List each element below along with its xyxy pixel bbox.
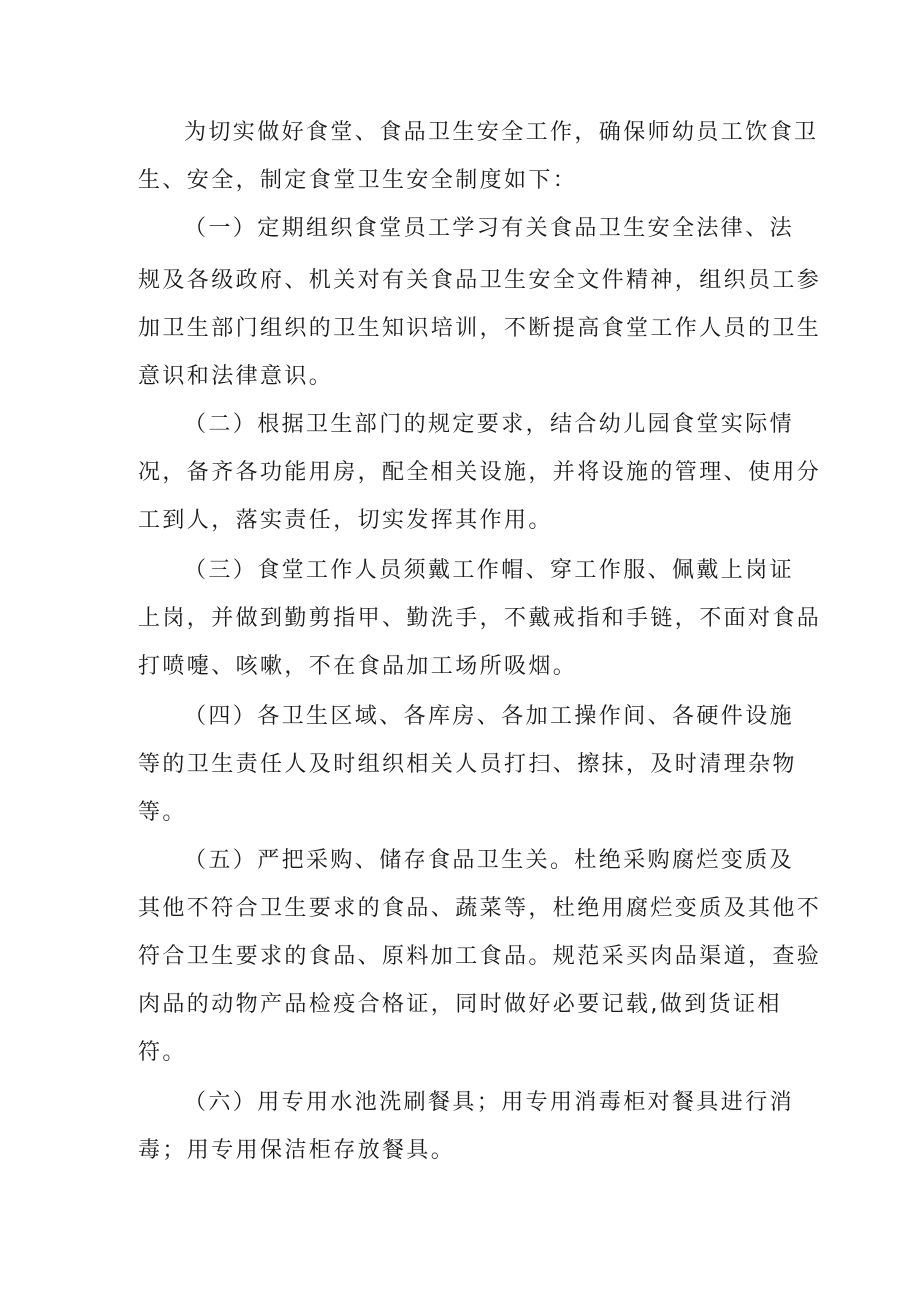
paragraph-line: （一）定期组织食堂员工学习有关食品卫生安全法律、法	[184, 216, 795, 241]
paragraph-line: 生、安全，制定食堂卫生安全制度如下：	[138, 168, 578, 193]
paragraph-line: （三）食堂工作人员须戴工作帽、穿工作服、佩戴上岗证	[184, 558, 795, 583]
paragraph-line: （四）各卫生区域、各库房、各加工操作间、各硬件设施	[184, 704, 795, 729]
paragraph-line: 意识和法律意识。	[138, 364, 334, 389]
paragraph-line: 其他不符合卫生要求的食品、蔬菜等，杜绝用腐烂变质及其他不	[138, 896, 822, 921]
paragraph-line: 毒；用专用保洁柜存放餐具。	[138, 1138, 456, 1163]
paragraph-line: 符。	[138, 1040, 187, 1065]
paragraph-line: 符合卫生要求的食品、原料加工食品。规范采买肉品渠道，查验	[138, 944, 822, 969]
paragraph-line: 肉品的动物产品检疫合格证，同时做好必要记载,做到货证相	[138, 992, 782, 1017]
paragraph-line: （六）用专用水池洗刷餐具；用专用消毒柜对餐具进行消	[184, 1090, 795, 1115]
paragraph-line: 打喷嚏、咳嗽，不在食品加工场所吸烟。	[138, 654, 578, 679]
paragraph-line: 等的卫生责任人及时组织相关人员打扫、擦抹，及时清理杂物	[138, 752, 797, 777]
paragraph-line: 为切实做好食堂、食品卫生安全工作，确保师幼员工饮食卫	[184, 120, 819, 145]
paragraph-line: 况，备齐各功能用房，配全相关设施，并将设施的管理、使用分	[138, 460, 822, 485]
paragraph-line: （五）严把采购、储存食品卫生关。杜绝采购腐烂变质及	[184, 848, 795, 873]
paragraph-line: （二）根据卫生部门的规定要求，结合幼儿园食堂实际情	[184, 412, 795, 437]
paragraph-line: 规及各级政府、机关对有关食品卫生安全文件精神，组织员工参	[138, 268, 822, 293]
paragraph-line: 等。	[138, 800, 187, 825]
paragraph-line: 工到人，落实责任，切实发挥其作用。	[138, 508, 553, 533]
paragraph-line: 上岗，并做到勤剪指甲、勤洗手，不戴戒指和手链，不面对食品	[138, 606, 822, 631]
paragraph-line: 加卫生部门组织的卫生知识培训，不断提高食堂工作人员的卫生	[138, 316, 822, 341]
